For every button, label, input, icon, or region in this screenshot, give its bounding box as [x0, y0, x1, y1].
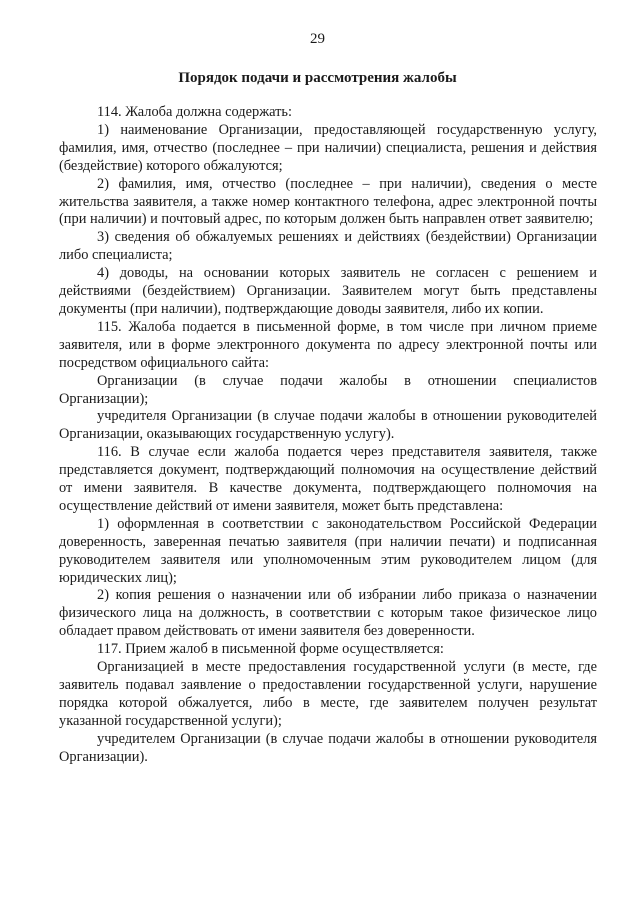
paragraph-114-item-4: 4) доводы, на основании которых заявитель не согласен с решением и действиями (бездействием) Организации. Заявителем могут быть представлены документы (при наличии), подтверждающие доводы заявителя, либо их копии. [59, 265, 597, 317]
paragraph-117: 117. Прием жалоб в письменной форме осуществляется: [97, 641, 444, 658]
paragraph-115: 115. Жалоба подается в письменной форме, в том числе при личном приеме заявителя, или в форме электронного документа по адресу электронной почты или посредством официального сайта: [59, 318, 597, 371]
paragraph-114-item-2: 2) фамилия, имя, отчество (последнее – при наличии), сведения о месте жительства заявителя, а также номер контактного телефона, адрес электронной почты (при наличии) и почтовый адрес, по которым должен быть направлен ответ заявителю; [59, 175, 597, 228]
paragraph-115-organization: Организации (в случае подачи жалобы в отношении специалистов Организации); [59, 372, 597, 407]
paragraph-114-intro: 114. Жалоба должна содержать: [97, 104, 292, 120]
section-title: Порядок подачи и рассмотрения жалобы [178, 70, 457, 86]
paragraph-116: 116. В случае если жалоба подается через представителя заявителя, также представляется документ, подтверждающий полномочия на осуществление действий от имени заявителя. В качестве документа, подтверждающего полномочия на осуществление действий от имени заявителя, может быть представлена: [59, 444, 597, 514]
paragraph-114-item-3: 3) сведения об обжалуемых решениях и действиях (бездействии) Организации либо специалиста; [59, 229, 597, 264]
paragraph-114-item-1: 1) наименование Организации, предоставляющей государственную услугу, фамилия, имя, отчество (последнее – при наличии) специалиста, решения и действия (бездействие) которого обжалуются; [59, 121, 597, 174]
paragraph-117-organization: Организацией в месте предоставления государственной услуги (в месте, где заявитель подавал заявление о предоставлении государственной услуги, нарушение порядка которой обжалуется, либо в месте, где заявителем получен результат указанной государственной услуги); [59, 659, 597, 729]
paragraph-116-item-2: 2) копия решения о назначении или об избрании либо приказа о назначении физического лица на должность, в соответствии с которым такое физическое лицо обладает правом действовать от имени заявителя без доверенности. [59, 587, 597, 640]
page-number: 29 [310, 31, 325, 47]
document-body [59, 104, 597, 767]
paragraph-115-founder: учредителя Организации (в случае подачи жалобы в отношении руководителей Организации, оказывающих государственную услугу). [59, 408, 597, 443]
paragraph-116-item-1: 1) оформленная в соответствии с законодательством Российской Федерации доверенность, заверенная печатью заявителя (при наличии печати) и подписанная руководителем заявителя или уполномоченным этим руководителем лицом (для юридических лиц); [59, 515, 597, 586]
paragraph-117-founder: учредителем Организации (в случае подачи жалобы в отношении руководителя Организации). [59, 730, 597, 765]
